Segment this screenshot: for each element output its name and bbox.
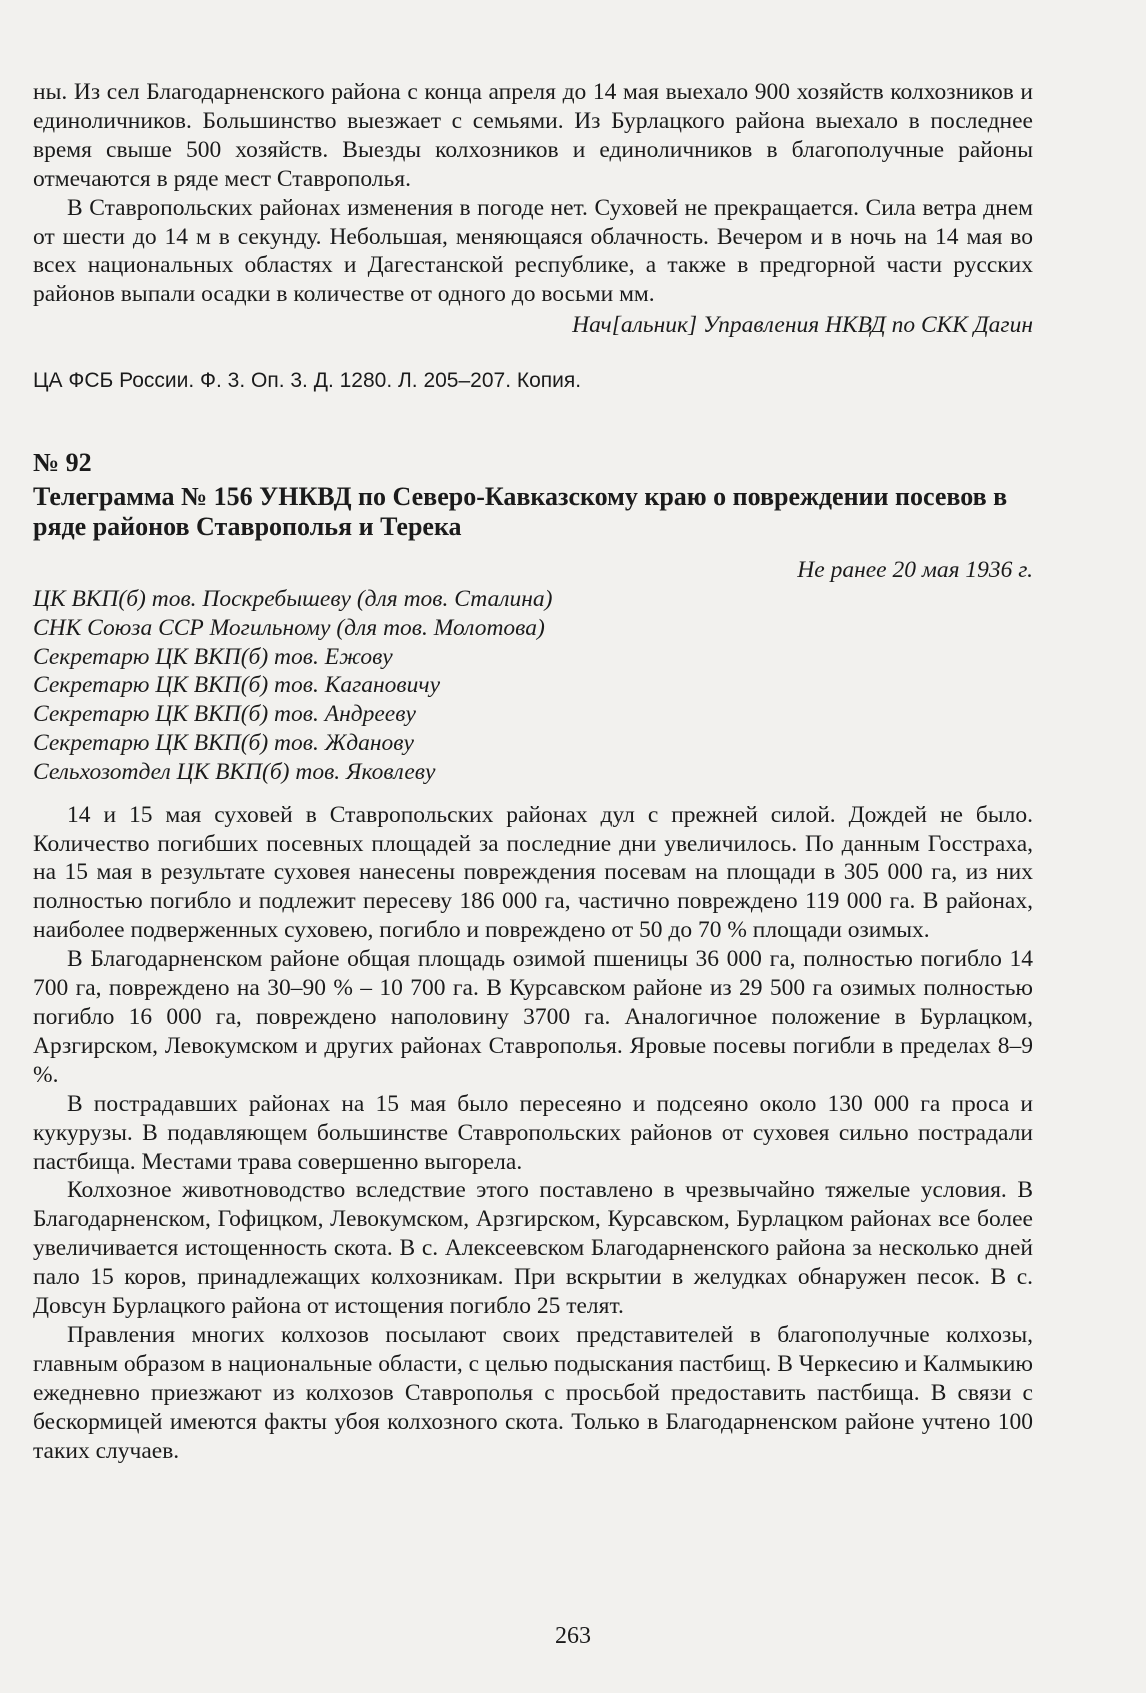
addressee: Секретарю ЦК ВКП(б) тов. Жданову <box>33 730 414 757</box>
archive-source: ЦА ФСБ России. Ф. 3. Оп. 3. Д. 1280. Л. 205–207. Копия. <box>33 369 582 393</box>
addressee: Секретарю ЦК ВКП(б) тов. Ежову <box>33 643 393 670</box>
paragraph-top-2: В Ставропольских районах изменения в погоде нет. Суховей не прекращается. Сила ветра днем от шести до 14 м в секунду. Небольшая, меняющаяся облачность. Вечером и в ночь на 14 мая во всех национальных областях и Дагестанской республике, а также в предгорной части русских районов выпали осадки в количестве от одного до восьми мм. <box>33 194 1033 308</box>
body-paragraph: Правления многих колхозов посылают своих представителей в благополучные колхозы, главным образом в национальные области, с целью подыскания пастбищ. В Черкесию и Калмыкию ежедневно приезжают из колхозов Ставрополья с просьбой предоставить пастбища. В связи с бескормицей имеются факты убоя колхозного скота. Только в Благодарненском районе учтено 100 таких случаев. <box>33 1321 1033 1464</box>
addressee: ЦК ВКП(б) тов. Поскребышеву (для тов. Сталина) <box>33 586 553 613</box>
signature: Нач[альник] Управления НКВД по СКК Дагин <box>572 312 1033 339</box>
document-body <box>33 801 1033 1466</box>
addressee: СНК Союза ССР Могильному (для тов. Молотова) <box>33 614 545 641</box>
addressee: Секретарю ЦК ВКП(б) тов. Андрееву <box>33 701 416 728</box>
addressee: Сельхозотдел ЦК ВКП(б) тов. Яковлеву <box>33 758 436 785</box>
page-number: 263 <box>555 1623 591 1649</box>
body-paragraph: 14 и 15 мая суховей в Ставропольских районах дул с прежней силой. Дождей не было. Количество погибших посевных площадей за последние дни увеличилось. По данным Госстраха, на 15 мая в результате суховея нанесены повреждения посевам на площади в 305 000 га, из них полностью погибло и подлежит пересеву 186 000 га, частично повреждено 119 000 га. В районах, наиболее подверженных суховею, погибло и повреждено от 50 до 70 % площади озимых. <box>33 801 1033 944</box>
addressee: Секретарю ЦК ВКП(б) тов. Кагановичу <box>33 672 441 699</box>
page-content <box>33 78 1033 1465</box>
addressee-list <box>33 585 1033 787</box>
body-paragraph: В пострадавших районах на 15 мая было пересеяно и подсеяно около 130 000 га проса и кукурузы. В подавляющем большинстве Ставропольских районов от суховея сильно пострадали пастбища. Местами трава совершенно выгорела. <box>33 1090 1033 1175</box>
document-title: Телеграмма № 156 УНКВД по Северо-Кавказскому краю о повреждении посевов в ряде районов Ставрополья и Терека <box>33 482 1008 542</box>
paragraph-top-1: ны. Из сел Благодарненского района с конца апреля до 14 мая выехало 900 хозяйств колхозников и единоличников. Большинство выезжает с семьями. Из Бурлацкого района выехало в последнее время свыше 500 хозяйств. Выезды колхозников и единоличников в благополучные районы отмечаются в ряде мест Ставрополья. <box>33 79 1033 192</box>
body-paragraph: В Благодарненском районе общая площадь озимой пшеницы 36 000 га, полностью погибло 14 700 га, повреждено на 30–90 % – 10 700 га. В Курсавском районе из 29 500 га озимых полностью погибло 16 000 га, повреждено наполовину 3700 га. Аналогичное положение в Бурлацком, Арзгирском, Левокумском и других районах Ставрополья. Яровые посевы погибли в пределах 8–9 %. <box>33 946 1033 1088</box>
body-paragraph: Колхозное животноводство вследствие этого поставлено в чрезвычайно тяжелые условия. В Благодарненском, Гофицком, Левокумском, Арзгирском, Курсавском, Бурлацком районах все более увеличивается истощенность скота. В с. Алексеевском Благодарненского района за несколько дней пало 15 коров, принадлежащих колхозникам. При вскрытии в желудках обнаружен песок. В с. Довсун Бурлацкого района от истощения погибло 25 телят. <box>33 1177 1033 1320</box>
document-number: № 92 <box>33 448 92 478</box>
document-date: Не ранее 20 мая 1936 г. <box>797 557 1033 584</box>
